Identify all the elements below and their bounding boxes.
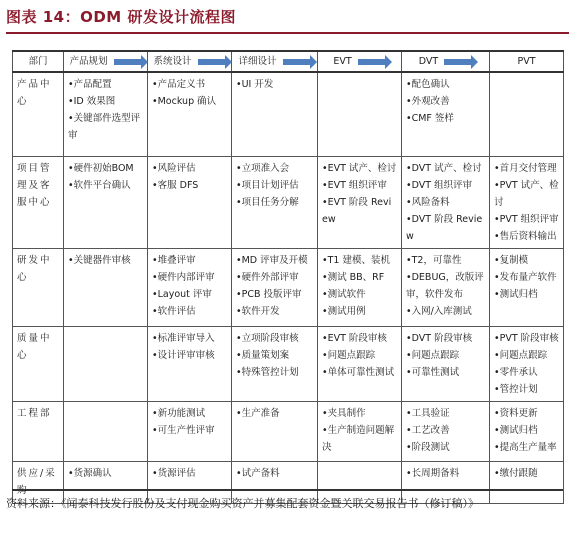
cell-item: •DVT 组织评审: [406, 179, 473, 191]
table-cell: [232, 326, 318, 401]
cell-item: •生产准备: [236, 407, 280, 419]
cell-item: •复制模: [494, 254, 529, 266]
figure-title: 图表 14：ODM 研发设计流程图: [6, 8, 236, 26]
cell-item: •资料更新: [494, 407, 538, 419]
table-cell: [318, 156, 402, 248]
table-cell: [318, 248, 402, 326]
cell-item: •问题点跟踪: [406, 349, 460, 361]
cell-item: •问题点跟踪: [494, 349, 548, 361]
table-cell: [490, 326, 564, 401]
cell-item: •测试用例: [322, 305, 366, 317]
table-cell: [318, 72, 402, 156]
cell-item: •MD 评审及开模: [236, 254, 308, 266]
table-cell: [148, 401, 232, 461]
table-cell: [490, 401, 564, 461]
cell-item: •Mockup 确认: [152, 96, 217, 107]
dept-cell: 质量中心: [13, 326, 64, 401]
table-cell: [64, 326, 148, 401]
cell-item: •立项准入会: [236, 162, 290, 174]
cell-item: •长周期备料: [406, 467, 460, 479]
cell-item: •入网/入库测试: [406, 305, 472, 317]
arrow-right-icon: [358, 59, 386, 65]
cell-item: •硬件内部评审: [152, 271, 215, 283]
cell-item: •EVT 阶段 Review: [322, 196, 392, 225]
table-cell: [402, 72, 490, 156]
table-cell: [232, 156, 318, 248]
table-body: [13, 72, 564, 503]
arrow-right-icon: [198, 59, 226, 65]
cell-item: •阶段测试: [406, 441, 450, 453]
cell-item: •DEBUG，改版评审，软件发布: [406, 271, 484, 300]
cell-item: •零件承认: [494, 366, 538, 378]
cell-item: •DVT 阶段审核: [406, 332, 473, 344]
cell-item: •设计评审审核: [152, 349, 215, 361]
table-row: [13, 401, 564, 461]
cell-item: •货源评估: [152, 467, 196, 479]
cell-item: •货源确认: [68, 467, 112, 479]
dept-cell: 研发中心: [13, 248, 64, 326]
cell-item: •测试归档: [494, 288, 538, 300]
dept-cell: 产品中心: [13, 72, 64, 156]
cell-item: •测试 BB、RF: [322, 271, 385, 283]
cell-item: •PVT 试产、检讨: [494, 179, 559, 208]
cell-item: •风险评估: [152, 162, 196, 174]
cell-item: •硬件外部评审: [236, 271, 299, 283]
cell-item: •堆叠评审: [152, 254, 196, 266]
cell-item: •配色确认: [406, 79, 450, 90]
table-cell: [318, 326, 402, 401]
cell-item: •硬件初始BOM: [68, 162, 134, 174]
table-cell: [402, 248, 490, 326]
cell-item: •可生产性评审: [152, 424, 215, 436]
arrow-right-icon: [444, 59, 472, 65]
source-note: 资料来源：《闻泰科技发行股份及支付现金购买资产并募集配套资金暨关联交易报告书（修订稿）》: [6, 497, 479, 510]
table-cell: [64, 401, 148, 461]
cell-item: •问题点跟踪: [322, 349, 376, 361]
table-cell: [64, 72, 148, 156]
table-cell: [148, 156, 232, 248]
header-stage: 产品规划: [64, 51, 148, 72]
cell-item: •可靠性测试: [406, 366, 460, 378]
arrow-right-icon: [114, 59, 142, 65]
cell-item: •PCB 投版评审: [236, 288, 302, 300]
cell-item: •项目任务分解: [236, 196, 299, 208]
cell-item: •软件评估: [152, 305, 196, 317]
table-cell: [148, 72, 232, 156]
cell-item: •单体可靠性测试: [322, 366, 395, 378]
cell-item: •外观改善: [406, 96, 450, 107]
cell-item: •PVT 组织评审: [494, 213, 559, 225]
table-cell: [402, 401, 490, 461]
table-cell: [232, 248, 318, 326]
table-row: [13, 248, 564, 326]
table-row: [13, 72, 564, 156]
cell-item: •ID 效果图: [68, 96, 116, 107]
header-stage: PVT: [490, 51, 564, 72]
table-cell: [64, 156, 148, 248]
cell-item: •客服 DFS: [152, 179, 199, 191]
cell-item: •EVT 阶段审核: [322, 332, 387, 344]
table-cell: [148, 248, 232, 326]
table-cell: [402, 326, 490, 401]
header-stage: 详细设计: [232, 51, 318, 72]
cell-item: •首月交付管理: [494, 162, 557, 174]
table-cell: [318, 401, 402, 461]
cell-item: •软件平台确认: [68, 179, 131, 191]
table-cell: [402, 156, 490, 248]
header-stage: 系统设计: [148, 51, 232, 72]
arrow-right-icon: [283, 59, 311, 65]
cell-item: •CMF 签样: [406, 113, 454, 124]
dept-cell: 工程部: [13, 401, 64, 461]
cell-item: •工具验证: [406, 407, 450, 419]
cell-item: •新功能测试: [152, 407, 206, 419]
cell-item: •标准评审导入: [152, 332, 215, 344]
header-stage: EVT: [318, 51, 402, 72]
cell-item: •风险备料: [406, 196, 450, 208]
cell-item: •EVT 试产、检讨: [322, 162, 397, 174]
title-divider: [6, 32, 569, 34]
table-row: [13, 156, 564, 248]
cell-item: •EVT 组织评审: [322, 179, 387, 191]
header-row: [13, 51, 564, 72]
cell-item: •测试归档: [494, 424, 538, 436]
cell-item: •关键部件选型评审: [68, 113, 141, 141]
header-dept: 部门: [13, 51, 64, 72]
cell-item: •T2，可靠性: [406, 254, 462, 266]
cell-item: •Layout 评审: [152, 288, 212, 300]
cell-item: •PVT 阶段审核: [494, 332, 559, 344]
table-cell: [490, 248, 564, 326]
cell-item: •DVT 试产、检讨: [406, 162, 482, 174]
cell-item: •项目计划评估: [236, 179, 299, 191]
cell-item: •夹具制作: [322, 407, 366, 419]
cell-item: •测试软件: [322, 288, 366, 300]
cell-item: •质量策划案: [236, 349, 290, 361]
cell-item: •立项阶段审核: [236, 332, 299, 344]
table-cell: [232, 401, 318, 461]
cell-item: •发布量产软件: [494, 271, 557, 283]
cell-item: •提高生产量率: [494, 441, 557, 453]
dept-cell: 项目管理及客服中心: [13, 156, 64, 248]
cell-item: •产品定义书: [152, 79, 206, 90]
process-table: [12, 50, 564, 504]
cell-item: •T1 建模、装机: [322, 254, 390, 266]
cell-item: •UI 开发: [236, 79, 274, 90]
cell-item: •试产备料: [236, 467, 280, 479]
cell-item: •管控计划: [494, 383, 538, 395]
cell-item: •特殊管控计划: [236, 366, 299, 378]
cell-item: •售后资料输出: [494, 230, 557, 242]
table-cell: [232, 72, 318, 156]
header-stage: DVT: [402, 51, 490, 72]
cell-item: •产品配置: [68, 79, 112, 90]
table-cell: [64, 248, 148, 326]
cell-item: •生产制造问题解决: [322, 424, 395, 453]
table-cell: [490, 156, 564, 248]
bottom-divider: [12, 489, 563, 491]
table-cell: [148, 326, 232, 401]
cell-item: •缴付跟随: [494, 467, 538, 479]
cell-item: •软件开发: [236, 305, 280, 317]
cell-item: •工艺改善: [406, 424, 450, 436]
cell-item: •关键器件审核: [68, 254, 131, 266]
table-row: [13, 326, 564, 401]
table-cell: [490, 72, 564, 156]
dept-cell: 供应/采: [13, 461, 64, 503]
cell-item: •DVT 阶段 Review: [406, 213, 483, 242]
